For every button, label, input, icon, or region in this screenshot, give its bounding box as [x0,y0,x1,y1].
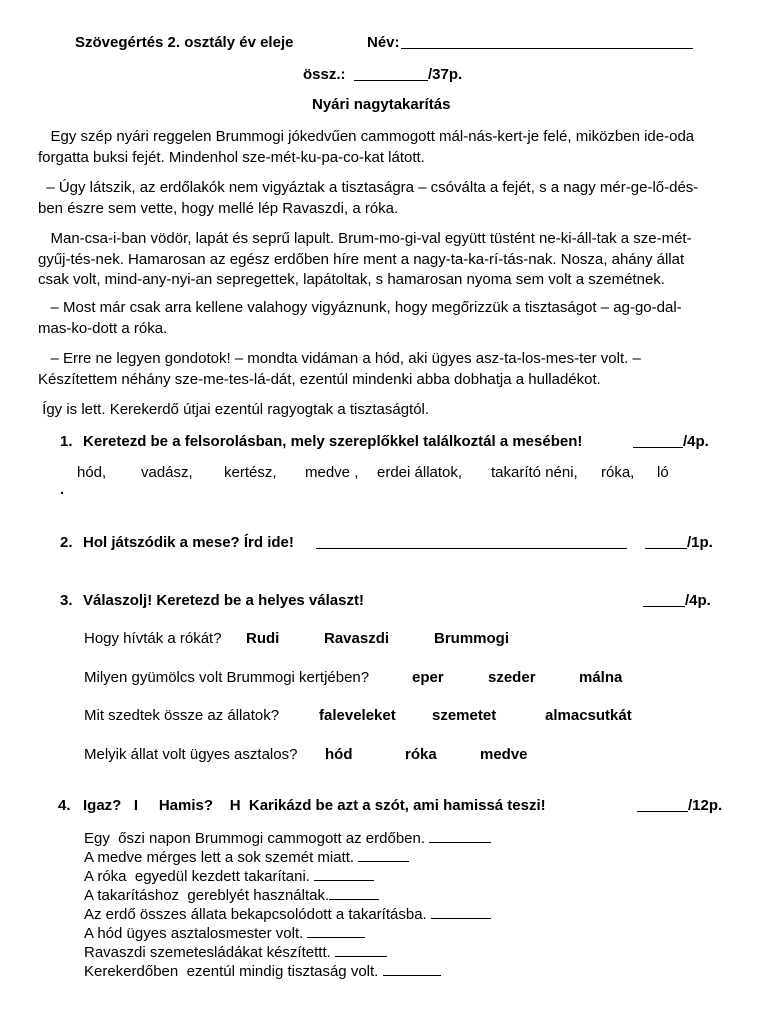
q3-option[interactable]: almacsutkát [545,707,632,724]
q3-points: /4p. [685,592,711,609]
q2-text: Hol játszódik a mese? Írd ide! [83,534,294,551]
q1-option[interactable]: kertész, [224,464,277,481]
q3-question: Melyik állat volt ügyes asztalos? [84,746,298,763]
total-label: össz.: [303,66,346,83]
q4-score-blank[interactable] [637,799,688,812]
story-paragraph: – Most már csak arra kellene valahogy vigyáznunk, hogy megőrizzük a tisztaságot – ag-go-dal- mas-ko-dott a róka. [38,299,682,337]
q3-option[interactable]: Ravaszdi [324,630,390,647]
q3-score-blank[interactable] [643,594,685,607]
q4-statement: A takarításhoz gereblyét használtak. [84,885,379,904]
q4-points: /12p. [688,797,723,814]
q4-statement: A medve mérges lett a sok szemét miatt. [84,847,409,866]
q2-points: /1p. [687,534,713,551]
q4-statement: A hód ügyes asztalosmester volt. [84,923,365,942]
name-label: Név: [367,34,400,51]
q1-option[interactable]: hód, [77,464,107,481]
q3-option[interactable]: róka [405,746,437,763]
q3-option[interactable]: hód [325,746,353,763]
q3-question: Milyen gyümölcs volt Brummogi kertjében? [84,669,370,686]
story-paragraph: Így is lett. Kerekerdő útjai ezentúl ragyogtak a tisztaságtól. [38,401,430,418]
q4-answer-blank[interactable] [307,923,365,938]
q2-score-blank[interactable] [645,536,687,549]
q4-answer-blank[interactable] [358,847,409,862]
q3-option[interactable]: szemetet [432,707,497,724]
q4-answer-blank[interactable] [429,828,491,843]
q1-points: /4p. [683,433,709,450]
worksheet-title: Szövegértés 2. osztály év eleje [75,34,294,51]
total-score-blank[interactable] [354,68,428,81]
q3-option[interactable]: eper [412,669,444,686]
q1-option[interactable]: medve , [305,464,359,481]
q1-text: Keretezd be a felsorolásban, mely szereplőkkel találkoztál a mesében! [83,433,583,450]
q1-trailing-dot: . [60,481,65,498]
q3-option[interactable]: Brummogi [434,630,509,647]
q4-number: 4. [58,797,71,814]
q4-answer-blank[interactable] [431,904,491,919]
story-paragraph: – Úgy látszik, az erdőlakók nem vigyáztak a tisztaságra – csóválta a fejét, s a nagy mér-ge-lő-dés- ben észre sem vette, hogy mellé lép Ravaszdi, a róka. [38,179,699,217]
q3-option[interactable]: Rudi [246,630,280,647]
q4-statement: Egy őszi napon Brummogi cammogott az erdőben. [84,828,491,847]
q1-option[interactable]: erdei állatok, [377,464,463,481]
q4-answer-blank[interactable] [314,866,374,881]
name-blank[interactable] [401,36,693,49]
q3-text: Válaszolj! Keretezd be a helyes választ! [83,592,364,609]
story-paragraph: – Erre ne legyen gondotok! – mondta vidáman a hód, aki ügyes asz-ta-los-mes-ter volt. – Készítettem néhány sze-me-tes-lá-dát, ezentúl mindenki abba dobhatja a hulladékot. [38,350,641,388]
q1-option[interactable]: takarító néni, [491,464,578,481]
q2-answer-blank[interactable] [316,536,627,549]
q4-statement: Az erdő összes állata bekapcsolódott a takarításba. [84,904,491,923]
q3-option[interactable]: medve [480,746,528,763]
story-paragraph: Man-csa-i-ban vödör, lapát és seprű lapult. Brum-mo-gi-val együtt tüstént ne-ki-áll-tak a sze-mét- gyűj-tés-nek. Hamarosan az egész erdőben híre ment a nagy-ta-ka-rí-tás-nak. Nosza, ahány állat csak volt, mind-any-nyi-an sepregettek, lapátoltak, s hamarosan nyoma sem volt a szemétnek. [38,230,692,288]
story-title: Nyári nagytakarítás [312,96,451,113]
q4-answer-blank[interactable] [383,961,441,976]
q1-score-blank[interactable] [633,435,683,448]
q3-option[interactable]: málna [579,669,623,686]
story-paragraph: Egy szép nyári reggelen Brummogi jókedvűen cammogott mál-nás-kert-je felé, miközben ide-oda forgatta buksi fejét. Mindenhol sze-mét-ku-pa-co-kat látott. [38,128,695,166]
q4-answer-blank[interactable] [329,885,379,900]
total-max: /37p. [428,66,463,83]
q3-option[interactable]: szeder [488,669,536,686]
q4-answer-blank[interactable] [335,942,387,957]
q2-number: 2. [60,534,73,551]
q1-option[interactable]: vadász, [141,464,193,481]
q4-statement: Ravaszdi szemetesládákat készítettt. [84,942,387,961]
q4-statement: Kerekerdőben ezentúl mindig tisztaság volt. [84,961,441,980]
q1-option[interactable]: róka, [601,464,635,481]
q3-question: Mit szedtek össze az állatok? [84,707,280,724]
q1-number: 1. [60,433,73,450]
q4-text: Igaz? I Hamis? H Karikázd be azt a szót, ami hamissá teszi! [83,797,546,814]
q3-number: 3. [60,592,73,609]
q3-option[interactable]: faleveleket [319,707,396,724]
q4-statement: A róka egyedül kezdett takarítani. [84,866,374,885]
q3-question: Hogy hívták a rókát? [84,630,222,647]
q1-option[interactable]: ló [657,464,669,481]
